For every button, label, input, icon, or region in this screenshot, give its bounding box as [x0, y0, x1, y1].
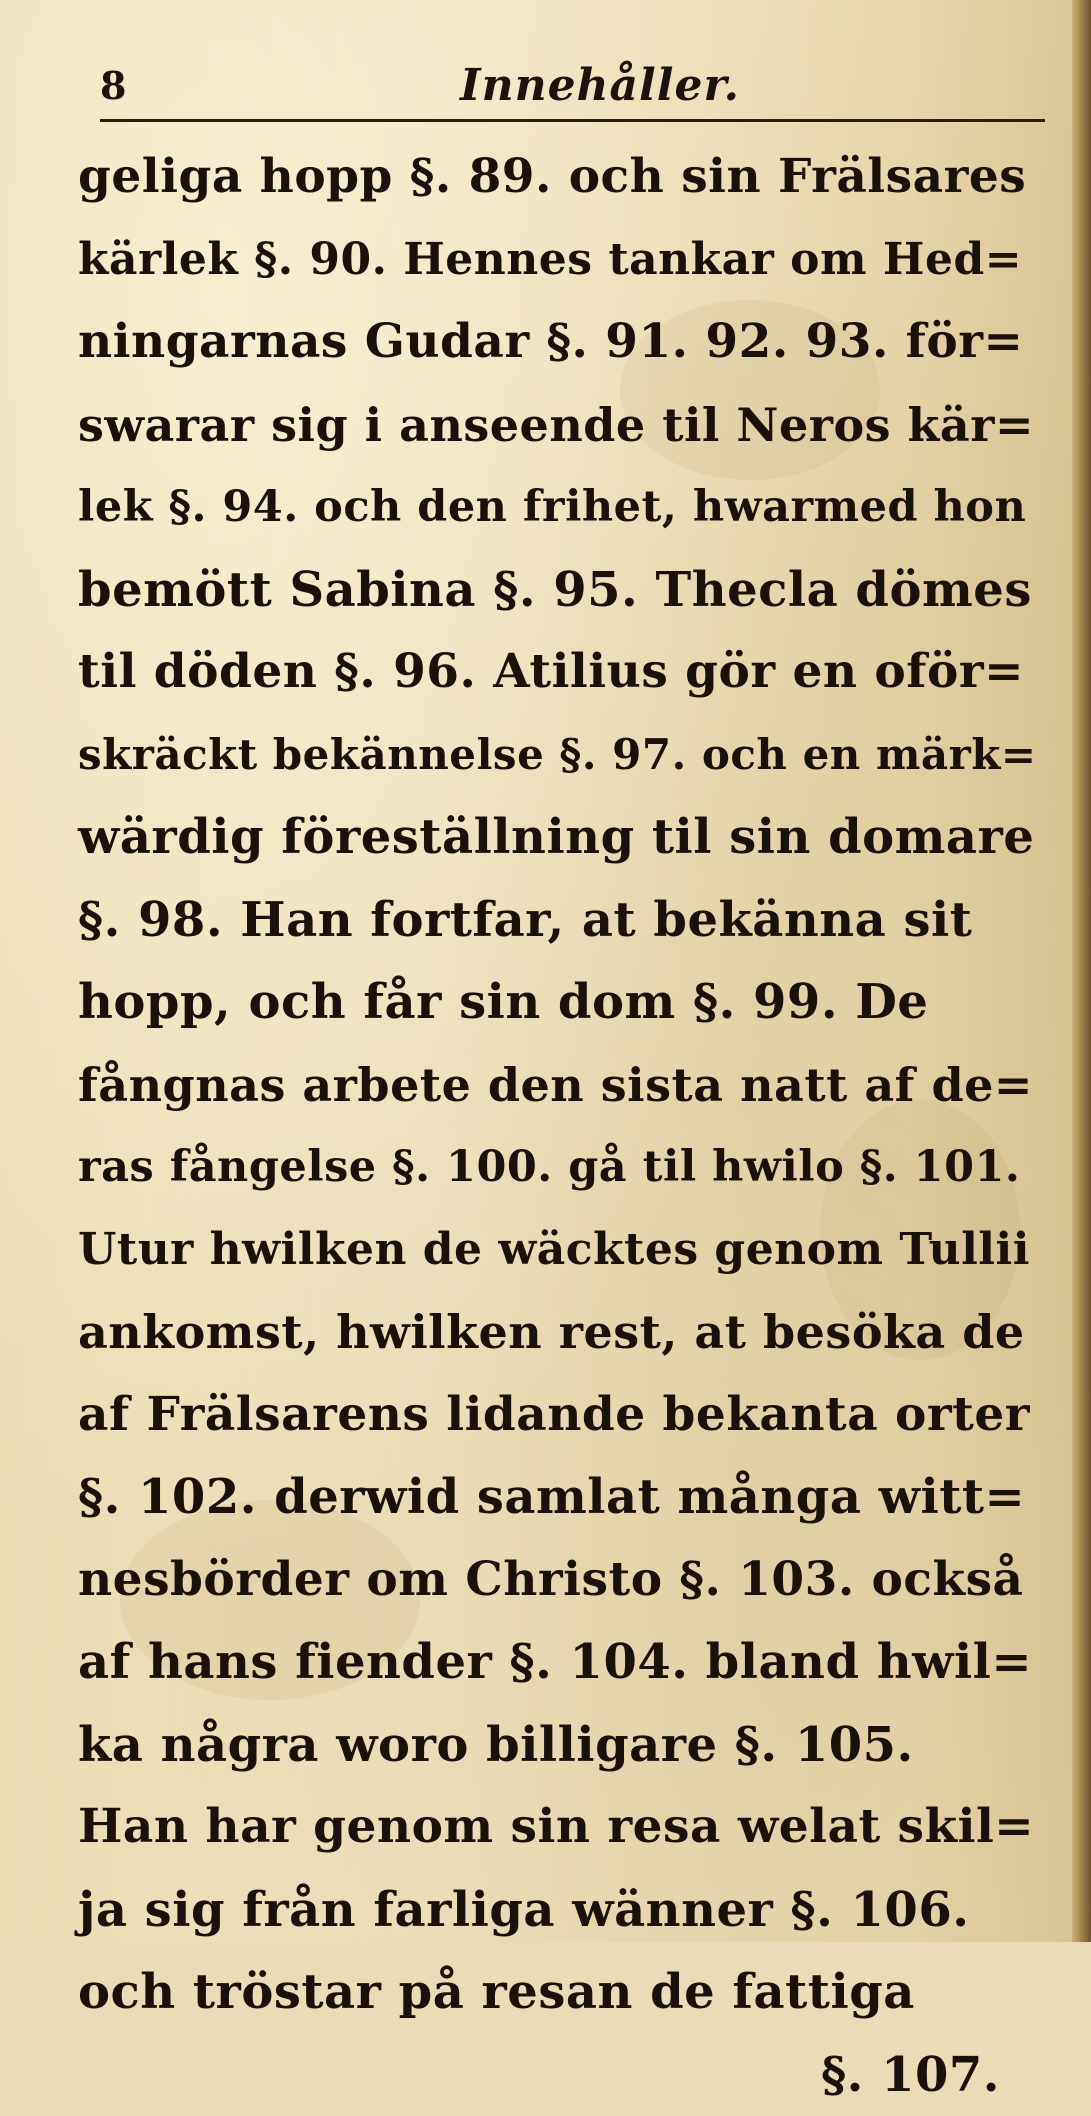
text-line: skräckt bekännelse §. 97. och en märk= [78, 714, 1040, 797]
contents-text [78, 136, 1040, 2116]
page-number: 8 [100, 56, 126, 116]
text-line: ankomst, hwilken rest, at besöka de [78, 1291, 1040, 1374]
text-line: geliga hopp §. 89. och sin Frälsares [78, 136, 1040, 219]
text-line: §. 98. Han fortfar, at bekänna sit [78, 879, 1040, 962]
text-line: bemött Sabina §. 95. Thecla dömes [78, 549, 1040, 632]
text-line: kärlek §. 90. Hennes tankar om Hed= [78, 219, 1040, 302]
text-line: hopp, och får sin dom §. 99. De [78, 961, 1040, 1044]
text-line: swarar sig i anseende til Neros kär= [78, 384, 1040, 467]
text-line: fångnas arbete den sista natt af de= [78, 1044, 1040, 1127]
text-line: af hans fiender §. 104. bland hwil= [78, 1621, 1040, 1704]
text-line: Utur hwilken de wäcktes genom Tullii [78, 1209, 1040, 1292]
text-line: §. 102. derwid samlat många witt= [78, 1456, 1040, 1539]
book-binding-edge [1072, 0, 1091, 1942]
text-line: Han har genom sin resa welat skil= [78, 1786, 1040, 1869]
text-line: ningarnas Gudar §. 91. 92. 93. för= [78, 301, 1040, 384]
text-line: lek §. 94. och den frihet, hwarmed hon [78, 466, 1040, 549]
header-rule [100, 119, 1045, 122]
running-head: Innehåller. [460, 56, 740, 116]
text-line: til döden §. 96. Atilius gör en oför= [78, 631, 1040, 714]
text-line: ras fångelse §. 100. gå til hwilo §. 101. [78, 1126, 1040, 1209]
text-line: af Frälsarens lidande bekanta orter [78, 1374, 1040, 1457]
text-line: §. 107. [78, 2034, 1040, 2116]
text-line: wärdig föreställning til sin domare [78, 796, 1040, 879]
text-line: ja sig från farliga wänner §. 106. [78, 1869, 1040, 1952]
page-header [100, 56, 1045, 116]
text-line: och tröstar på resan de fattiga [78, 1951, 1040, 2034]
text-line: ka några woro billigare §. 105. [78, 1704, 1040, 1787]
text-line: nesbörder om Christo §. 103. också [78, 1539, 1040, 1622]
